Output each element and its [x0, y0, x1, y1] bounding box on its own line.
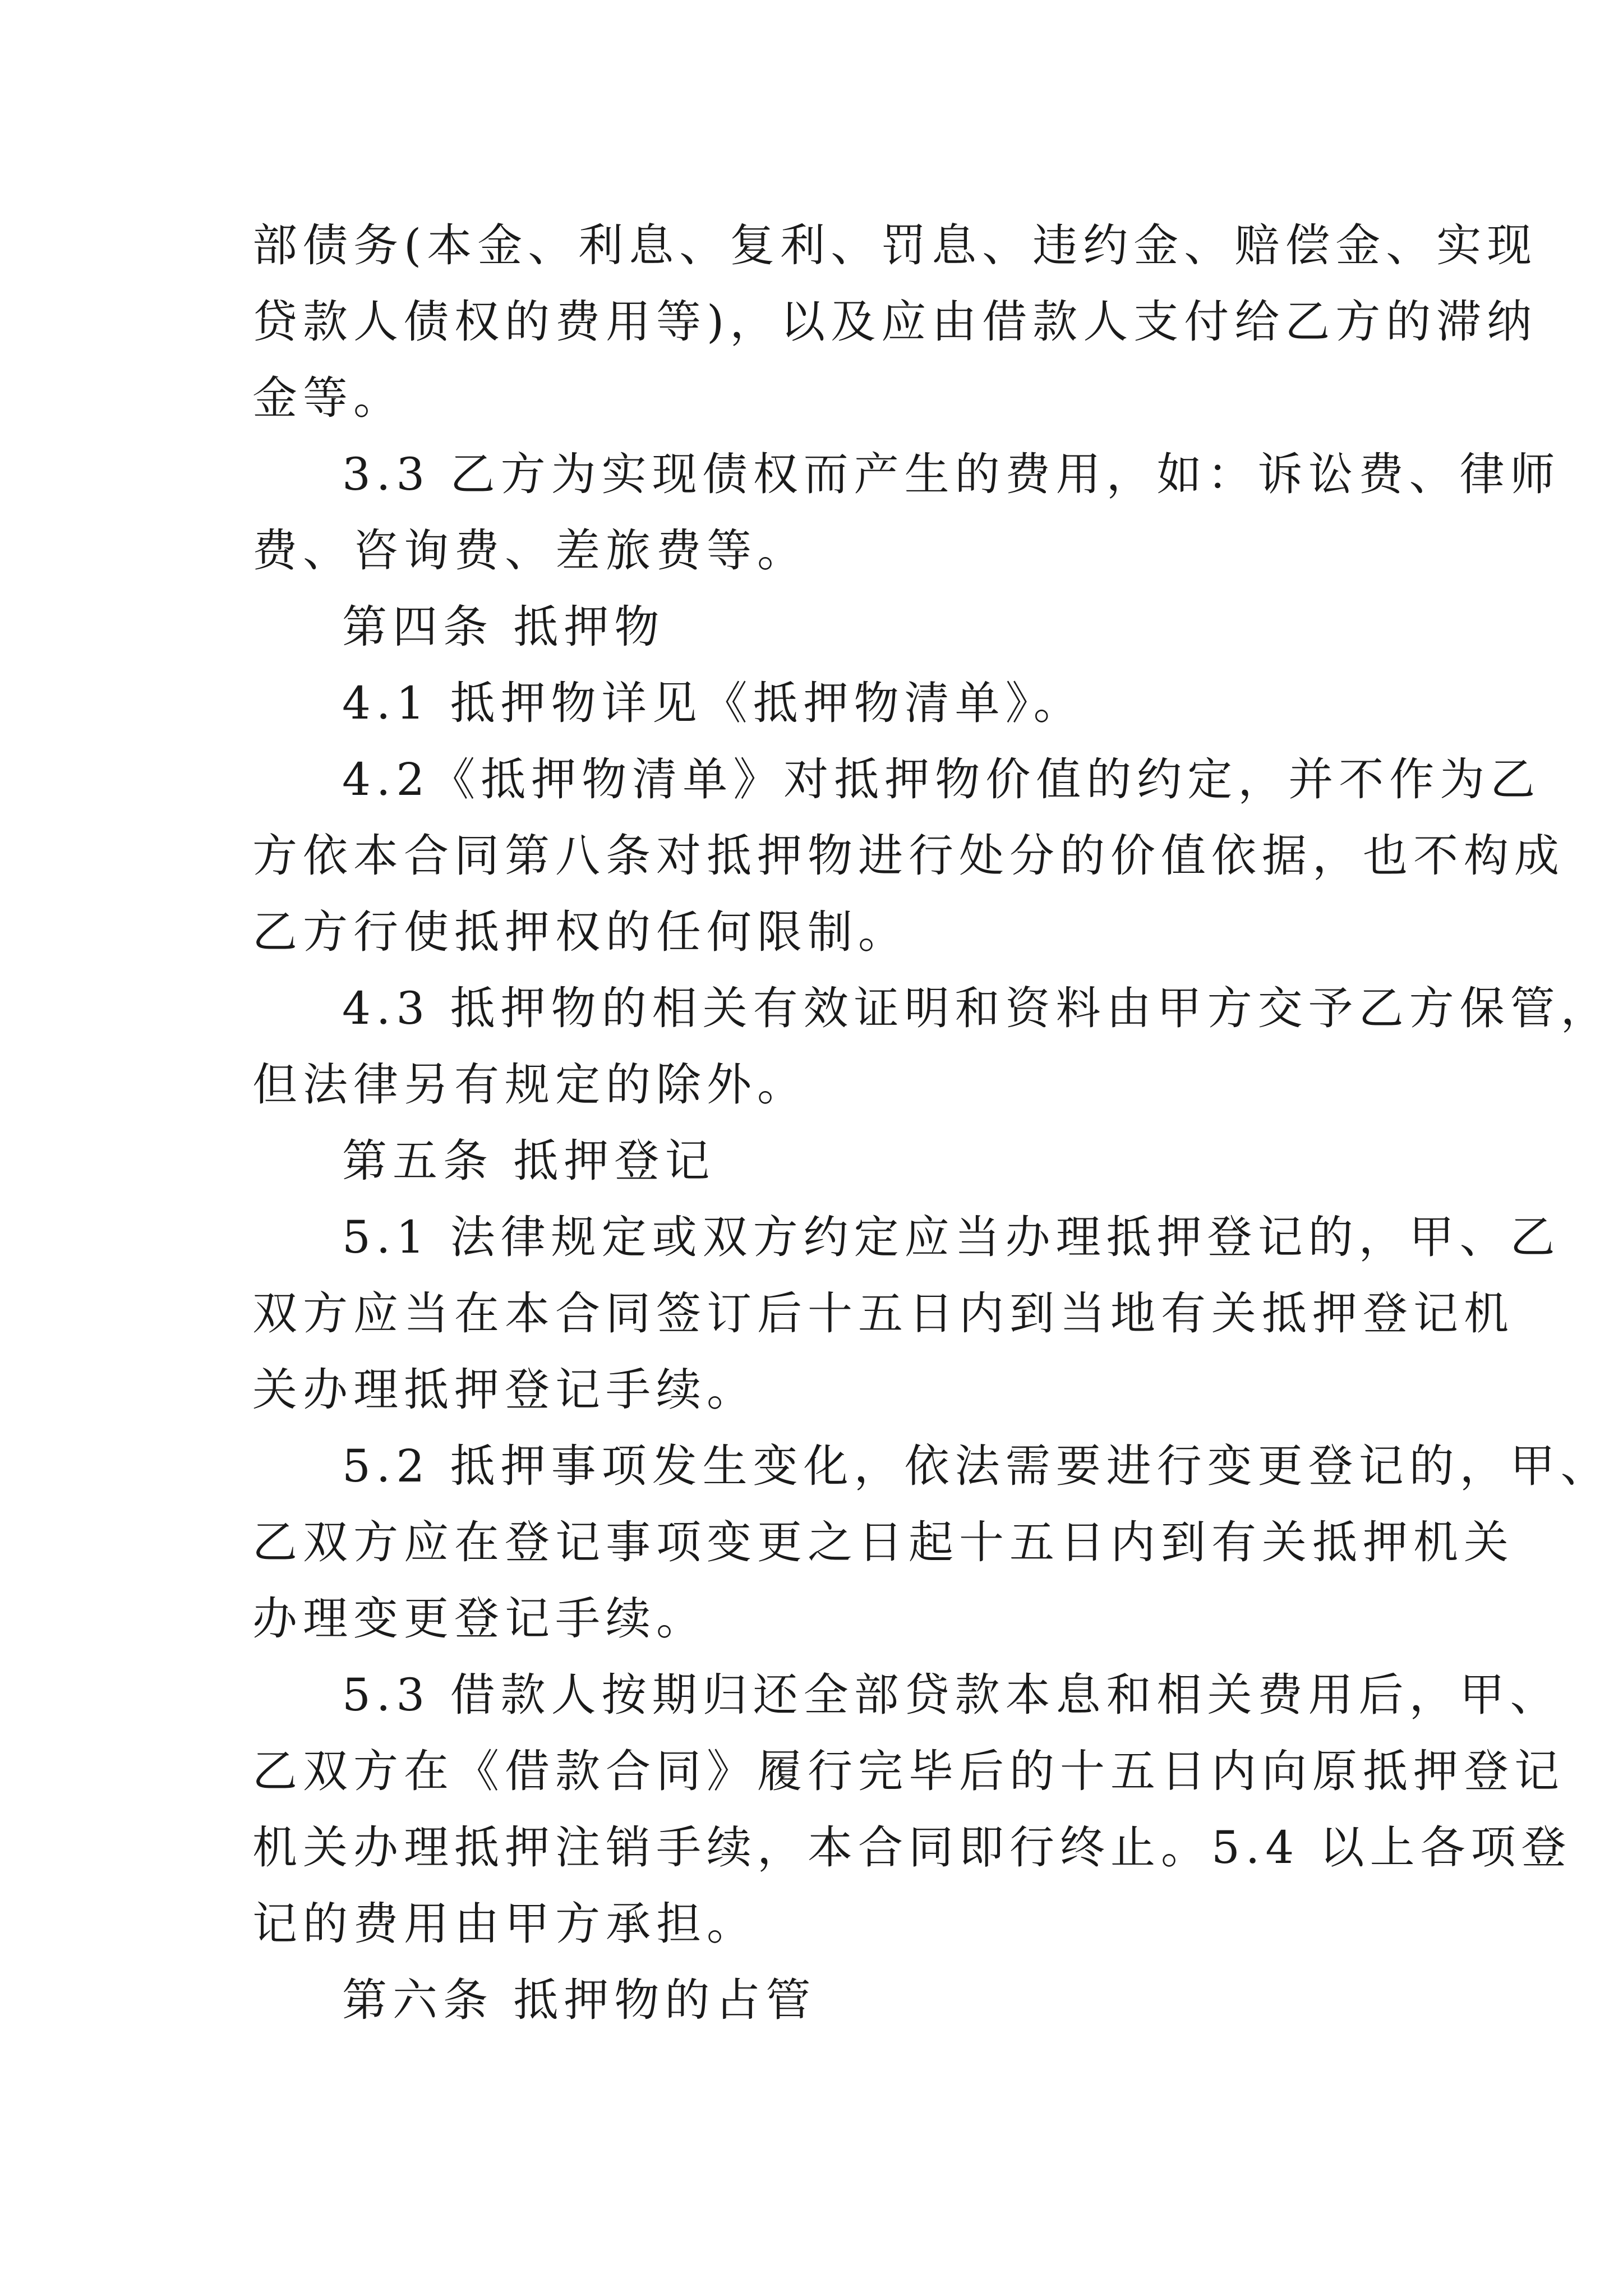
clause-5-2: 5.2 抵押事项发生变化，依法需要进行变更登记的，甲、	[342, 1440, 1611, 1492]
contract-body-text	[252, 208, 1611, 2039]
article-6-heading: 第六条 抵押物的占管	[342, 1974, 817, 2026]
text-line: 部债务(本金、利息、复利、罚息、违约金、赔偿金、实现	[252, 219, 1538, 272]
clause-4-3: 4.3 抵押物的相关有效证明和资料由甲方交予乙方保管，	[342, 982, 1611, 1034]
text-line: 费、咨询费、差旅费等。	[252, 524, 808, 577]
text-line: 记的费用由甲方承担。	[252, 1898, 757, 1950]
text-line: 机关办理抵押注销手续，本合同即行终止。5.4 以上各项登	[252, 1821, 1572, 1874]
article-4-heading: 第四条 抵押物	[342, 601, 665, 653]
text-line: 贷款人债权的费用等)，以及应由借款人支付给乙方的滞纳	[252, 296, 1538, 348]
text-line: 金等。	[252, 372, 404, 424]
text-line: 但法律另有规定的除外。	[252, 1059, 808, 1111]
clause-5-3: 5.3 借款人按期归还全部贷款本息和相关费用后，甲、	[342, 1669, 1561, 1721]
clause-4-1: 4.1 抵押物详见《抵押物清单》。	[342, 677, 1084, 729]
text-line: 办理变更登记手续。	[252, 1593, 707, 1645]
text-line: 关办理抵押登记手续。	[252, 1364, 757, 1416]
text-line: 乙方行使抵押权的任何限制。	[252, 906, 909, 958]
text-line: 方依本合同第八条对抵押物进行处分的价值依据，也不构成	[252, 830, 1565, 882]
clause-3-3: 3.3 乙方为实现债权而产生的费用，如：诉讼费、律师	[342, 448, 1561, 500]
text-line: 乙双方在《借款合同》履行完毕后的十五日内向原抵押登记	[252, 1745, 1565, 1797]
clause-4-2: 4.2《抵押物清单》对抵押物价值的约定，并不作为乙	[342, 753, 1541, 806]
clause-5-1: 5.1 法律规定或双方约定应当办理抵押登记的，甲、乙	[342, 1211, 1561, 1263]
text-line: 双方应当在本合同签订后十五日内到当地有关抵押登记机	[252, 1287, 1514, 1340]
text-line: 乙双方应在登记事项变更之日起十五日内到有关抵押机关	[252, 1516, 1514, 1568]
article-5-heading: 第五条 抵押登记	[342, 1135, 716, 1187]
